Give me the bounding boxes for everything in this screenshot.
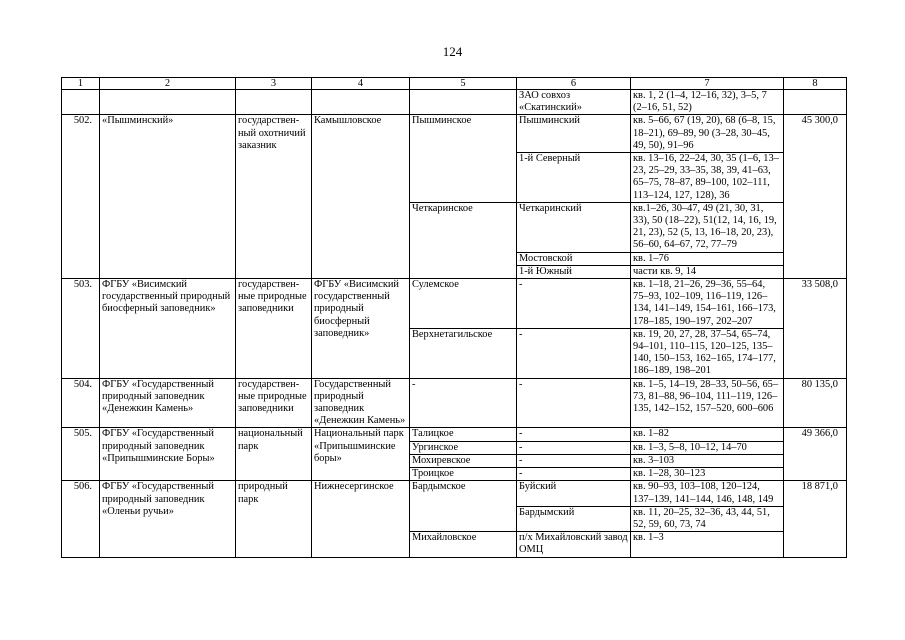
quarters-cell: кв. 5–66, 67 (19, 20), 68 (6–8, 15, 18–21), 69–89, 90 (3–28, 30–45, 49, 50), 91–96 bbox=[631, 115, 784, 153]
area-cell: 18 871,0 bbox=[784, 481, 847, 557]
column-header: 6 bbox=[517, 78, 631, 90]
quarters-cell: кв. 90–93, 103–108, 120–124, 137–139, 141–144, 146, 148, 149 bbox=[631, 481, 784, 506]
table-row bbox=[62, 378, 847, 428]
table-row bbox=[62, 481, 847, 506]
quarters-cell: кв. 3–103 bbox=[631, 454, 784, 467]
subdistrict-cell: Михайловское bbox=[410, 532, 517, 557]
subdistrict-cell: Бардымское bbox=[410, 481, 517, 532]
forestry-cell: - bbox=[517, 378, 631, 428]
forestry-cell: - bbox=[517, 328, 631, 378]
area-cell: 33 508,0 bbox=[784, 279, 847, 379]
object-name: ФГБУ «Висимский государственный природный биосферный заповедник» bbox=[100, 279, 236, 379]
forestry-cell: 1-й Северный bbox=[517, 153, 631, 203]
forestry-cell: - bbox=[517, 468, 631, 481]
subdistrict-cell: Верхнетагильское bbox=[410, 328, 517, 378]
table-row bbox=[62, 90, 847, 115]
subdistrict-cell: - bbox=[410, 378, 517, 428]
row-number: 504. bbox=[62, 378, 100, 428]
forestry-cell: Мостовской bbox=[517, 252, 631, 265]
quarters-cell: кв. 1–18, 21–26, 29–36, 55–64, 75–93, 102–109, 116–119, 126–134, 141–149, 154–161, 166–173, 178–185, 190–197, 202–207 bbox=[631, 279, 784, 329]
subdistrict-cell: Троицкое bbox=[410, 468, 517, 481]
column-header: 4 bbox=[312, 78, 410, 90]
area-cell: 80 135,0 bbox=[784, 378, 847, 428]
quarters-cell: кв. 19, 20, 27, 28, 37–54, 65–74, 94–101, 110–115, 120–125, 135–140, 150–153, 162–165, 174–177, 186–189, 198–201 bbox=[631, 328, 784, 378]
quarters-cell: кв. 1–82 bbox=[631, 428, 784, 441]
object-category: государствен-ные природные заповедники bbox=[236, 378, 312, 428]
forestry-cell: 1-й Южный bbox=[517, 265, 631, 278]
subdistrict-cell: Ургинское bbox=[410, 441, 517, 454]
subdistrict-cell: Четкаринское bbox=[410, 202, 517, 278]
column-header: 8 bbox=[784, 78, 847, 90]
forestry-cell: - bbox=[517, 454, 631, 467]
cell-empty bbox=[410, 90, 517, 115]
table-row bbox=[62, 279, 847, 329]
column-header: 7 bbox=[631, 78, 784, 90]
quarters-cell: кв. 1–3 bbox=[631, 532, 784, 557]
object-name: ФГБУ «Государственный природный заповедник «Припышминские Боры» bbox=[100, 428, 236, 481]
cell-empty bbox=[62, 90, 100, 115]
row-number: 503. bbox=[62, 279, 100, 379]
table-row bbox=[62, 115, 847, 153]
row-number: 505. bbox=[62, 428, 100, 481]
object-name: ФГБУ «Государственный природный заповедник «Денежкин Камень» bbox=[100, 378, 236, 428]
forestry-cell: Четкаринский bbox=[517, 202, 631, 252]
object-category: национальный парк bbox=[236, 428, 312, 481]
subdistrict-cell: Талицкое bbox=[410, 428, 517, 441]
column-header: 1 bbox=[62, 78, 100, 90]
district-cell: Государственный природный заповедник «Денежкин Камень» bbox=[312, 378, 410, 428]
forestry-cell: ЗАО совхоз «Скатинский» bbox=[517, 90, 631, 115]
column-numbers-row bbox=[62, 78, 847, 90]
table-row bbox=[62, 428, 847, 441]
cell-empty bbox=[100, 90, 236, 115]
forestry-cell: Буйский bbox=[517, 481, 631, 506]
forest-area-table bbox=[61, 77, 847, 558]
object-name: «Пышминский» bbox=[100, 115, 236, 279]
row-number: 506. bbox=[62, 481, 100, 557]
forestry-cell: п/х Михайловский завод ОМЦ bbox=[517, 532, 631, 557]
column-header: 3 bbox=[236, 78, 312, 90]
forestry-cell: Пышминский bbox=[517, 115, 631, 153]
object-name: ФГБУ «Государственный природный заповедник «Оленьи ручьи» bbox=[100, 481, 236, 557]
quarters-cell: кв. 1–76 bbox=[631, 252, 784, 265]
cell-empty bbox=[784, 90, 847, 115]
subdistrict-cell: Мохиревское bbox=[410, 454, 517, 467]
district-cell: ФГБУ «Висимский государственный природный биосферный заповедник» bbox=[312, 279, 410, 379]
district-cell: Камышловское bbox=[312, 115, 410, 279]
quarters-cell: кв. 1–5, 14–19, 28–33, 50–56, 65–73, 81–88, 96–104, 111–119, 126–135, 142–152, 157–520, 600–606 bbox=[631, 378, 784, 428]
object-category: государствен-ные природные заповедники bbox=[236, 279, 312, 379]
object-category: природный парк bbox=[236, 481, 312, 557]
area-cell: 49 366,0 bbox=[784, 428, 847, 481]
forestry-cell: - bbox=[517, 441, 631, 454]
district-cell: Нижнесергинское bbox=[312, 481, 410, 557]
row-number: 502. bbox=[62, 115, 100, 279]
forestry-cell: Бардымский bbox=[517, 506, 631, 531]
quarters-cell: части кв. 9, 14 bbox=[631, 265, 784, 278]
quarters-cell: кв. 1, 2 (1–4, 12–16, 32), 3–5, 7 (2–16, 51, 52) bbox=[631, 90, 784, 115]
quarters-cell: кв. 1–3, 5–8, 10–12, 14–70 bbox=[631, 441, 784, 454]
subdistrict-cell: Пышминское bbox=[410, 115, 517, 202]
subdistrict-cell: Сулемское bbox=[410, 279, 517, 329]
forestry-cell: - bbox=[517, 279, 631, 329]
quarters-cell: кв. 1–28, 30–123 bbox=[631, 468, 784, 481]
quarters-cell: кв. 13–16, 22–24, 30, 35 (1–6, 13–23, 25–29, 33–35, 38, 39, 41–63, 65–75, 78–87, 89–100, 102–111, 113–124, 127, 128), 36 bbox=[631, 153, 784, 203]
cell-empty bbox=[312, 90, 410, 115]
quarters-cell: кв. 11, 20–25, 32–36, 43, 44, 51, 52, 59, 60, 73, 74 bbox=[631, 506, 784, 531]
area-cell: 45 300,0 bbox=[784, 115, 847, 279]
object-category: государствен-ный охотничий заказник bbox=[236, 115, 312, 279]
district-cell: Национальный парк «Припышминские боры» bbox=[312, 428, 410, 481]
column-header: 5 bbox=[410, 78, 517, 90]
page-number: 124 bbox=[442, 44, 463, 59]
forestry-cell: - bbox=[517, 428, 631, 441]
quarters-cell: кв.1–26, 30–47, 49 (21, 30, 31, 33), 50 (18–22), 51(12, 14, 16, 19, 21, 23), 52 (5, 13, 16–18, 20, 23), 56–60, 64–67, 72, 77–79 bbox=[631, 202, 784, 252]
cell-empty bbox=[236, 90, 312, 115]
column-header: 2 bbox=[100, 78, 236, 90]
